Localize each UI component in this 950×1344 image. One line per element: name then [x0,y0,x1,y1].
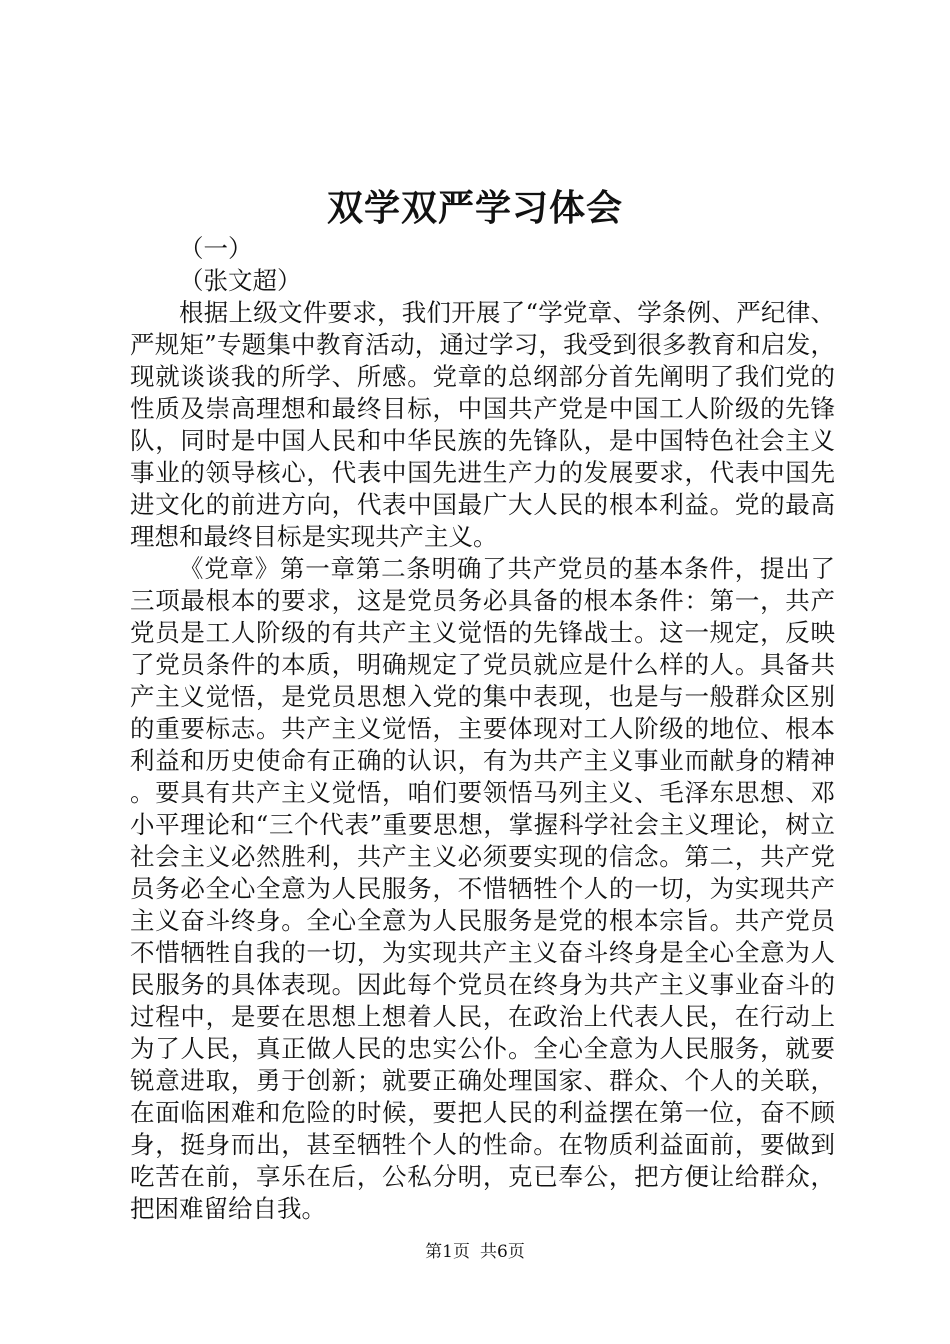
document-body [130,233,835,1225]
paragraph-2: 《党章》第一章第二条明确了共产党员的基本条件，提出了三项最根本的要求，这是党员务必具备的根本条件：第一，共产党员是工人阶级的有共产主义觉悟的先锋战士。这一规定，反映了党员条件的本质，明确规定了党员就应是什么样的人。具备共产主义觉悟，是党员思想入党的集中表现，也是与一般群众区别的重要标志。共产主义觉悟，主要体现对工人阶级的地位、根本利益和历史使命有正确的认识，有为共产主义事业而献身的精神。要具有共产主义觉悟，咱们要领悟马列主义、毛泽东思想、邓小平理论和“三个代表”重要思想，掌握科学社会主义理论，树立社会主义必然胜利，共产主义必须要实现的信念。第二，共产党员务必全心全意为人民服务，不惜牺牲个人的一切，为实现共产主义奋斗终身。全心全意为人民服务是党的根本宗旨。共产党员不惜牺牲自我的一切，为实现共产主义奋斗终身是全心全意为人民服务的具体表现。因此每个党员在终身为共产主义事业奋斗的过程中，是要在思想上想着人民，在政治上代表人民，在行动上为了人民，真正做人民的忠实公仆。全心全意为人民服务，就要锐意进取，勇于创新；就要正确处理国家、群众、个人的关联，在面临困难和危险的时候，要把人民的利益摆在第一位，奋不顾身，挺身而出，甚至牺牲个人的性命。在物质利益面前，要做到吃苦在前，享乐在后，公私分明，克已奉公，把方便让给群众，把困难留给自我。 [130,554,835,1223]
page-number: 第1页 [425,1242,470,1262]
author-line: （张文超） [179,266,302,295]
page-footer [0,1240,950,1264]
document-title: 双学双严学习体会 [326,187,623,229]
page-total: 共6页 [480,1242,525,1262]
paragraph-1: 根据上级文件要求，我们开展了“学党章、学条例、严纪律、严规矩”专题集中教育活动，通过学习，我受到很多教育和启发，现就谈谈我的所学、所感。党章的总纲部分首先阐明了我们党的性质及崇高理想和最终目标，中国共产党是中国工人阶级的先锋队，同时是中国人民和中华民族的先锋队，是中国特色社会主义事业的领导核心，代表中国先进生产力的发展要求，代表中国先进文化的前进方向，代表中国最广大人民的根本利益。党的最高理想和最终目标是实现共产主义。 [130,298,835,551]
section-label: （一） [179,234,253,263]
